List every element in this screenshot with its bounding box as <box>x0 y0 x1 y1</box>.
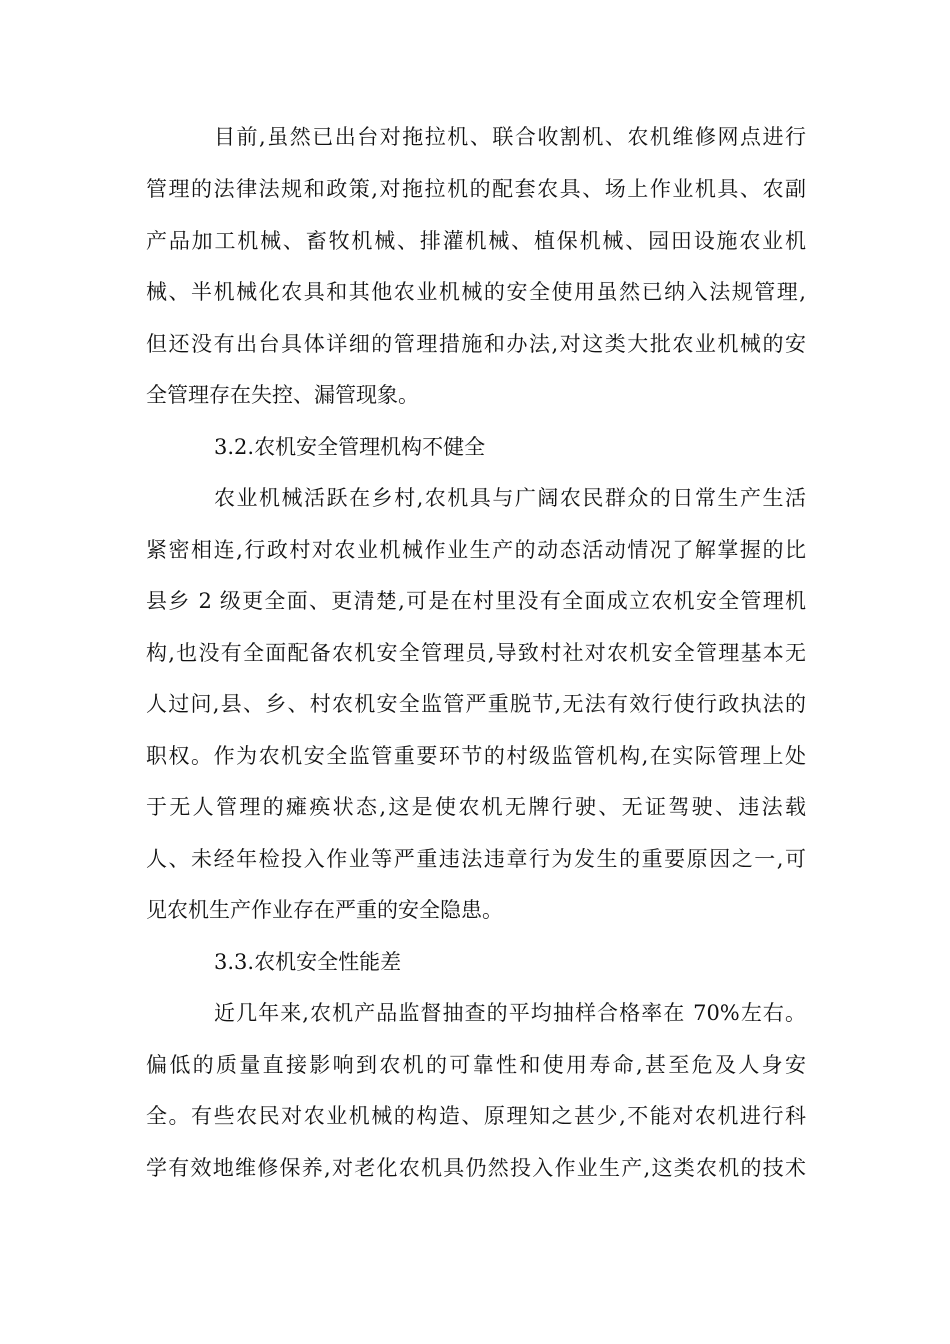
paragraph-line-12: 职权。作为农机安全监管重要环节的村级监管机构,在实际管理上处 <box>146 744 806 768</box>
paragraph-line-17: 偏低的质量直接影响到农机的可靠性和使用寿命,甚至危及人身安 <box>146 1053 806 1077</box>
paragraph-line-13: 于无人管理的瘫痪状态,这是使农机无牌行驶、无证驾驶、违法载 <box>146 795 806 819</box>
paragraph-line-8: 紧密相连,行政村对农业机械作业生产的动态活动情况了解掌握的比 <box>146 538 806 562</box>
paragraph-line-16: 近几年来,农机产品监督抽查的平均抽样合格率在 70%左右。 <box>214 1001 806 1025</box>
paragraph-line-11: 人过问,县、乡、村农机安全监管严重脱节,无法有效行使行政执法的 <box>146 692 806 716</box>
paragraph-line-4: 械、半机械化农具和其他农业机械的安全使用虽然已纳入法规管理, <box>146 280 806 304</box>
paragraph-line-9: 县乡 2 级更全面、更清楚,可是在村里没有全面成立农机安全管理机 <box>146 589 806 613</box>
paragraph-line-18: 全。有些农民对农业机械的构造、原理知之甚少,不能对农机进行科 <box>146 1104 806 1128</box>
paragraph-line-19: 学有效地维修保养,对老化农机具仍然投入作业生产,这类农机的技术 <box>146 1156 806 1180</box>
paragraph-line-14: 人、未经年检投入作业等严重违法违章行为发生的重要原因之一,可 <box>146 847 806 871</box>
paragraph-line-6: 全管理存在失控、漏管现象。 <box>146 383 419 407</box>
paragraph-line-5: 但还没有出台具体详细的管理措施和办法,对这类大批农业机械的安 <box>146 332 806 356</box>
paragraph-line-3: 产品加工机械、畜牧机械、排灌机械、植保机械、园田设施农业机 <box>146 229 806 253</box>
paragraph-line-1: 目前,虽然已出台对拖拉机、联合收割机、农机维修网点进行 <box>214 125 806 149</box>
section-heading-3-2: 3.2.农机安全管理机构不健全 <box>214 435 486 459</box>
paragraph-line-10: 构,也没有全面配备农机安全管理员,导致村社对农机安全管理基本无 <box>146 641 806 665</box>
section-heading-3-3: 3.3.农机安全性能差 <box>214 950 402 974</box>
paragraph-line-15: 见农机生产作业存在严重的安全隐患。 <box>146 898 503 922</box>
paragraph-line-7: 农业机械活跃在乡村,农机具与广阔农民群众的日常生产生活 <box>214 486 806 510</box>
paragraph-line-2: 管理的法律法规和政策,对拖拉机的配套农具、场上作业机具、农副 <box>146 177 806 201</box>
